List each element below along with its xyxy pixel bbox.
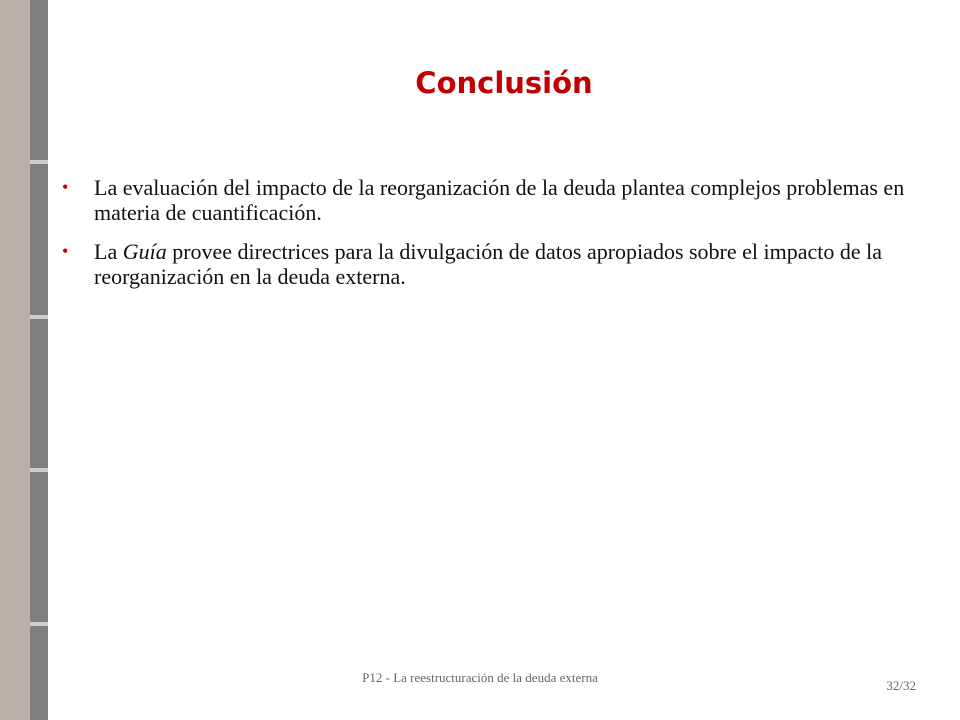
bullet-text: provee directrices para la divulgación de datos apropiados sobre el impacto de la reorganización en la deuda externa. [94,239,883,289]
footer-text: P12 - La reestructuración de la deuda externa [362,670,598,685]
bullet-item [62,239,922,289]
bullet-dot-icon: • [62,241,69,261]
bullet-item [62,175,922,225]
sidebar-decoration-light [0,0,30,720]
bullet-text: La [94,239,123,264]
bullet-dot-icon: • [62,177,69,197]
sidebar-separator [30,468,48,472]
bullet-list [62,175,922,303]
sidebar-separator [30,622,48,626]
sidebar-separator [30,160,48,164]
page-number: 32/32 [886,678,916,693]
bullet-italic-text: Guía [122,239,167,264]
bullet-text: La evaluación del impacto de la reorganización de la deuda plantea complejos problemas en materia de cuantificación. [94,175,905,225]
sidebar-decoration-dark [30,0,48,720]
slide-title: Conclusión [415,66,593,100]
sidebar-separator [30,315,48,319]
